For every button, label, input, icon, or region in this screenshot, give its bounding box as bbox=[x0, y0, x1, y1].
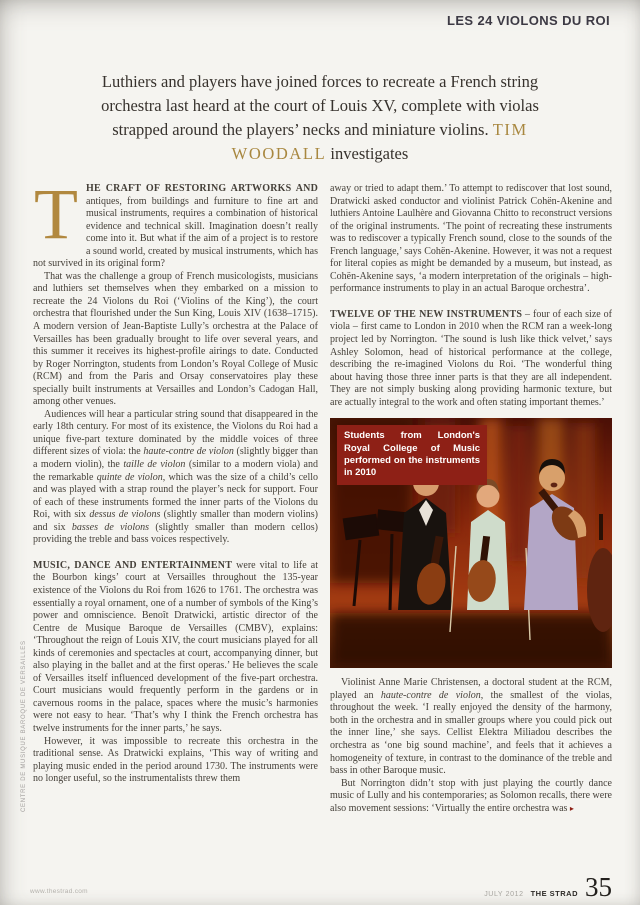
article-paragraph: However, it was impossible to recreate this orchestra in the traditional sense. As Dratwicki explains, ‘This way of writing and playing music ended in the period around 1730. The instruments were no longer useful, so the instrumentalists threw them bbox=[33, 735, 318, 785]
performance-photo bbox=[330, 418, 612, 668]
article-column-right-top bbox=[330, 183, 612, 409]
footer-right bbox=[484, 874, 612, 901]
article-paragraph: Violinist Anne Marie Christensen, a doctoral student at the RCM, played an haute-contre de violon, the smallest of the violas, throughout the week. ‘I really enjoyed the density of the harmony, both in the orchestra and in smaller groups where you could pick out the inner line,’ she says. Cellist Elektra Miliadou describes the orchestra as ‘one big sound machine’, and feels that it achieves a homogeneity of texture, in contrast to the dominance of the treble and bass in other Baroque music. bbox=[330, 677, 613, 777]
standfirst: Luthiers and players have joined forces to recreate a French string orchestra last heard at the court of Louis XV, complete with violas strapped around the players’ necks and miniature violins. TIM WOODALL investigates bbox=[101, 72, 539, 163]
photo-credit-vertical: CENTRE DE MUSIQUE BAROQUE DE VERSAILLES bbox=[21, 640, 27, 812]
article-paragraph: That was the challenge a group of French musicologists, musicians and luthiers set themselves when they embarked on a mission to recreate the 24 Violons du Roi (‘Violins of the King’), the court orchestra that flourished under the Sun King, Louis XIV (1638–1715). A modern version of Jean-Baptiste Lully’s orchestra at the Palace of Versailles has been gradually brought to life over several years, and this summer it receives its highest-profile airings to date. Conducted by Roger Norrington, students from London’s Royal College of Music (RCM) and from the Paris and Orsay conservatoires play these specially built instruments at Versailles and London’s Cadogan Hall, among other venues. bbox=[33, 270, 318, 408]
article-column-right-bottom bbox=[330, 677, 612, 815]
page-kicker: LES 24 VIOLONS DU ROI bbox=[447, 13, 610, 28]
article-paragraph: THE CRAFT OF RESTORING ARTWORKS AND antiques, from buildings and furniture to fine art and musical instruments, requires a combination of historical evidence and technical skill. Imagination doesn’t really come into it. But what if the aim of a project is to restore a sound world, created by musical instruments, which has not survived in its original form? bbox=[33, 174, 318, 270]
footer-magazine-name: THE STRAD bbox=[530, 889, 578, 898]
footer-issue-date: JULY 2012 bbox=[484, 891, 524, 898]
article-paragraph: away or tried to adapt them.’ To attempt to rediscover that lost sound, Dratwicki asked conductor and violinist Patrick Cohën-Akenine and luthiers Antoine Laulhère and Giovanna Chitto to reconstruct versions of the original instruments. ‘The point of recreating these instruments was to rediscover a typically French sound, close to the sounds of the French language,’ says Cohën-Akenine. However, it was not a request for literal copies as might be demanded by a museum, but instead, as Cohën-Akenine says, ‘a modern interpretation of the originals – high-performance instruments to play in an actual Baroque orchestra’. bbox=[330, 183, 612, 295]
article-paragraph: MUSIC, DANCE AND ENTERTAINMENT were vital to life at the Bourbon kings’ court at Versailles throughout the 135-year existence of the Violons du Roi from 1626 to 1761. The orchestra was essentially a royal ornament, one of a number of symbols of the King’s power and omniscience. Benoît Dratwicki, artistic director of the Centre de Musique Baroque de Versailles (CMBV), explains: ‘Throughout the reign of Louis XIV, the court musicians played for all kinds of ceremonies and spectacles at court, accompanying dinner, but also playing in the ballet and at the first operas.’ He believes the scale of Versailles itself influenced development of the five-part orchestra. Court musicians would frequently perform in the gardens or in cavernous rooms in the palace, spaces where the music’s harmonies were not easy to hear. ‘That’s why I think the French orchestra has twelve instruments for the inner parts,’ he says. bbox=[33, 559, 318, 734]
footer-page-number: 35 bbox=[585, 872, 612, 902]
article-column-right bbox=[330, 183, 612, 815]
drop-cap: T bbox=[34, 174, 78, 254]
article-paragraph: TWELVE OF THE NEW INSTRUMENTS – four of each size of viola – first came to London in 2010 when the RCM ran a week-long project led by Norrington. ‘The sound is lush like thick velvet,’ says Ashley Solomon, head of historical performance at the college, describing the re-imagined Violons du Roi. ‘The wonderful thing about having those three inner parts is that they are all independent. They are not simply busking along providing harmonic texture, but are actually integral to the work and often stating important themes.’ bbox=[330, 308, 612, 408]
article-column-left bbox=[33, 174, 319, 786]
article-paragraph: Audiences will hear a particular string sound that disappeared in the early 18th century. For most of its existence, the Violons du Roi had a unique five-part texture dominated by the middle voices of three different sizes of viola: the haute-contre de violon (slightly bigger than a modern violin), the taille de violon (similar to a modern viola) and the remarkable quinte de violon, which was the size of a child’s cello and was played with a strap round the player’s neck for support. Four of each of these instruments formed the inner parts of the Violons du Roi, with six dessus de violons (slightly smaller than modern violins) and six basses de violons (slightly smaller than modern cellos) providing the treble and bass voices respectively. bbox=[33, 408, 319, 546]
photo-caption: Students from London's Royal College of Music performed on the instruments in 2010 bbox=[337, 425, 487, 484]
footer-url: www.thestrad.com bbox=[30, 888, 88, 895]
article-paragraph: But Norrington didn’t stop with just playing the courtly dance music of Lully and his contemporaries; as Solomon recalls, there were also movement sessions: ‘Virtually the entire orchestra was ▸ bbox=[330, 777, 612, 814]
